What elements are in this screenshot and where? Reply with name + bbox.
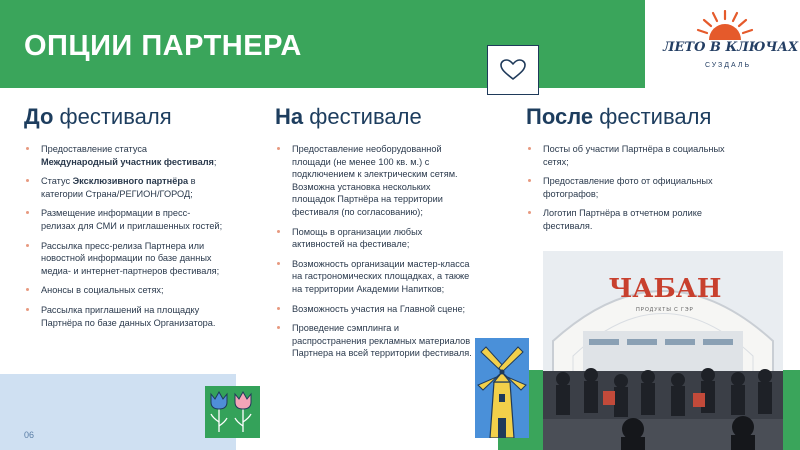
heading-bold: На xyxy=(275,104,304,129)
page-title: ОПЦИИ ПАРТНЕРА xyxy=(24,30,302,62)
bullet-bold-text: Международный участник фестиваля xyxy=(41,156,214,167)
column-before-festival xyxy=(24,104,224,336)
bullet-list xyxy=(24,143,224,329)
bullet-bold-text: Эксклюзивного партнёра xyxy=(72,176,189,187)
heart-badge xyxy=(487,45,539,95)
bullet-item xyxy=(24,143,224,168)
bullet-text: Рассылка пресс-релиза Партнера или новостной информации по базе данных медиа- и интернет-партнеров фестиваля; xyxy=(41,240,220,276)
bullet-list xyxy=(275,143,475,360)
bullet-list xyxy=(526,143,741,233)
bullet-item xyxy=(24,240,224,278)
bullet-text: Предоставление необорудованной площади (не менее 100 кв. м.) с подключением к электрическим сетям. Возможна установка нескольких площадок Партнёра на территории фестиваля (по согласованию); xyxy=(292,144,458,217)
tulip-icon xyxy=(205,386,260,438)
bullet-text: Логотип Партнёра в отчетном ролике фестиваля. xyxy=(543,208,702,231)
tulip-tile xyxy=(205,386,260,438)
bullet-text: ; xyxy=(213,156,217,167)
windmill-icon xyxy=(475,338,529,438)
heading-rest: фестивале xyxy=(303,104,422,129)
bullet-item xyxy=(24,284,224,297)
bullet-text: Возможность участия на Главной сцене; xyxy=(292,303,466,314)
page-number: 06 xyxy=(24,430,35,440)
heading-bold: После xyxy=(526,104,594,129)
bullet-item xyxy=(526,207,741,232)
column-heading xyxy=(275,104,475,130)
bullet-item xyxy=(275,143,475,219)
bullet-text: Посты об участии Партнёра в социальных сетях; xyxy=(543,144,725,167)
bullet-text: Статус xyxy=(41,176,73,187)
bullet-text: Возможность организации мастер-класса на гастрономических площадках, а также на территории Академии Напитков; xyxy=(292,258,470,294)
column-heading xyxy=(24,104,224,130)
bullet-text: Предоставление фото от официальных фотографов; xyxy=(543,176,713,199)
bullet-text: в категории Страна/РЕГИОН/ГОРОД; xyxy=(41,176,196,199)
bullet-item xyxy=(275,303,475,316)
heading-rest: фестиваля xyxy=(53,104,172,129)
column-heading xyxy=(526,104,741,130)
bullet-text: Проведение сэмплинга и распространения рекламных материалов Партнера на всей территории фестиваля. xyxy=(292,323,472,359)
column-after-festival xyxy=(526,104,741,240)
bullet-item xyxy=(24,207,224,232)
bullet-text: Анонсы в социальных сетях; xyxy=(41,285,164,296)
logo-name: ЛЕТО В КЛЮЧАХ xyxy=(663,40,799,55)
bullet-item xyxy=(24,304,224,329)
column-during-festival xyxy=(275,104,475,367)
heading-bold: До xyxy=(24,104,54,129)
heading-rest: фестиваля xyxy=(593,104,712,129)
bullet-text: Рассылка приглашений на площадку Партнёра по базе данных Организатора. xyxy=(41,304,216,328)
heart-outline-icon xyxy=(500,59,526,81)
sun-rays-icon xyxy=(695,10,755,40)
logo-city: СУЗДАЛЬ xyxy=(704,62,752,69)
photo-sign-subtitle: ПРОДУКТЫ С ГЭР xyxy=(636,307,694,313)
bullet-item xyxy=(275,226,475,251)
bullet-item xyxy=(24,175,224,200)
bullet-item xyxy=(526,175,741,200)
bullet-item xyxy=(275,258,475,296)
bullet-text: Помощь в организации любых активностей на фестивале; xyxy=(292,226,423,250)
bottom-light-band xyxy=(0,374,236,450)
bullet-item xyxy=(526,143,741,168)
photo-sign-text: ЧАБАН xyxy=(608,274,722,304)
bullet-item xyxy=(275,322,475,360)
bullet-text: Размещение информации в пресс-релизах для СМИ и приглашенных гостей; xyxy=(41,208,223,231)
bullet-text: Предоставление статуса xyxy=(41,144,148,154)
